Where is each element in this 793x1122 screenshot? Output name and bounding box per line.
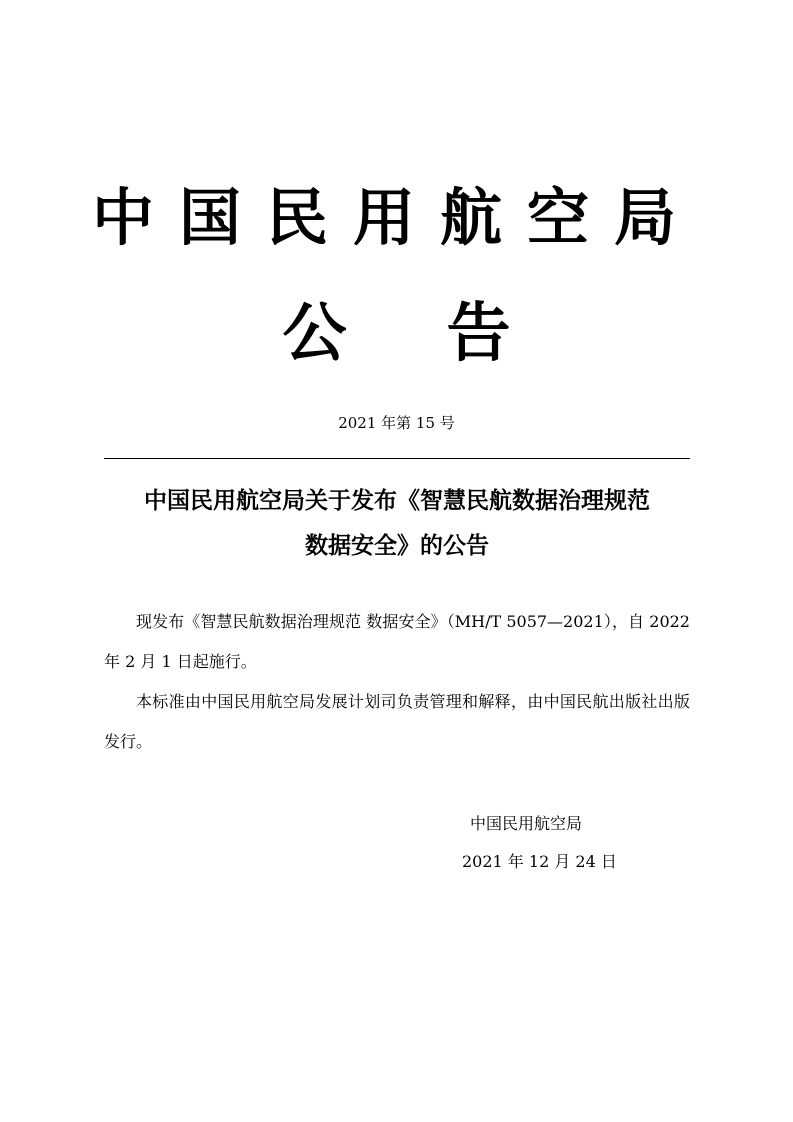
document-number: 2021 年第 15 号 [338, 414, 455, 432]
announcement-body [104, 602, 690, 762]
body-paragraph-1: 现发布《智慧民航数据治理规范 数据安全》（MH/T 5057—2021），自 2022 年 2 月 1 日起施行。 [104, 612, 690, 671]
issuer-signature: 中国民用航空局 [470, 814, 583, 833]
issue-date: 2021 年 12 月 24 日 [462, 852, 617, 871]
notice-title: 公告 [282, 296, 611, 371]
announcement-headline [104, 478, 690, 568]
header-divider [104, 458, 690, 459]
organization-title: 中国民用航空局 [91, 181, 701, 254]
body-paragraph-2: 本标准由中国民用航空局发展计划司负责管理和解释，由中国民航出版社出版发行。 [104, 692, 690, 751]
headline-line-2: 数据安全》的公告 [305, 532, 489, 559]
headline-line-1: 中国民用航空局关于发布《智慧民航数据治理规范 [144, 487, 650, 514]
